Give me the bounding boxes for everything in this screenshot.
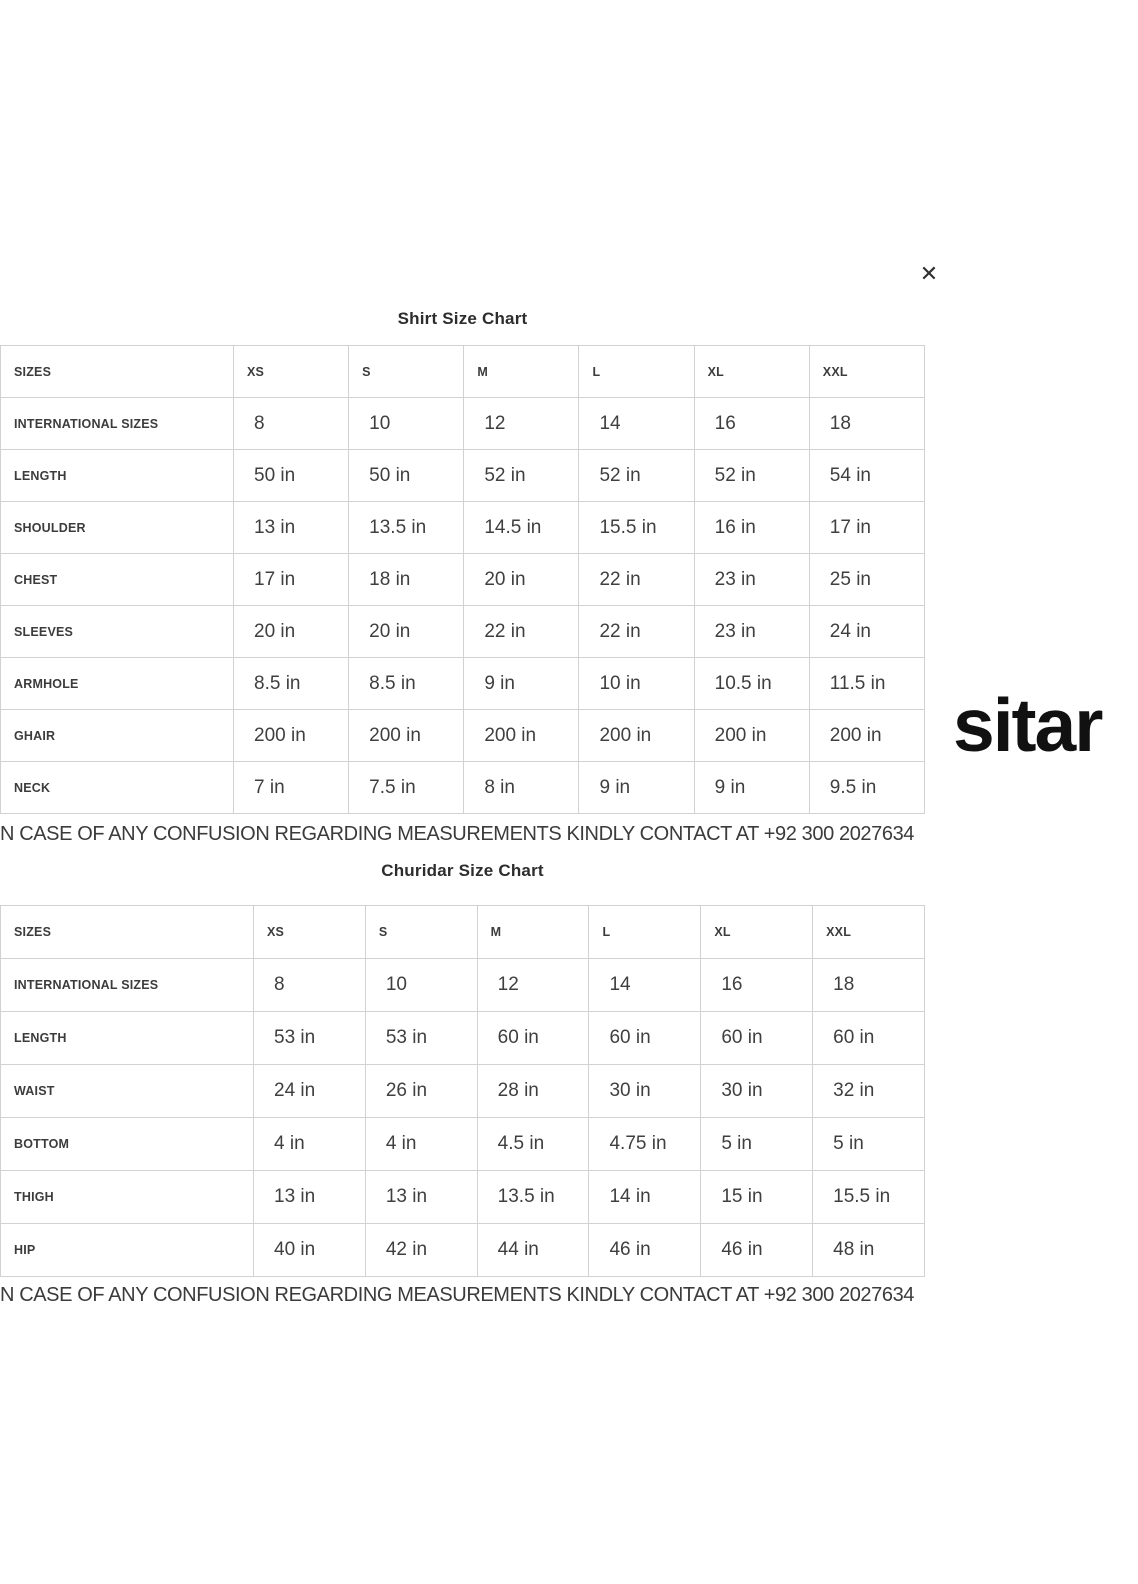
measurement-cell: 17 in: [809, 502, 924, 554]
measurement-row: [1, 398, 925, 450]
measurement-cell: 46 in: [701, 1224, 813, 1277]
measurement-cell: 16: [701, 959, 813, 1012]
measurement-cell: 48 in: [813, 1224, 925, 1277]
measurement-cell: 16 in: [694, 502, 809, 554]
measurement-row: [1, 502, 925, 554]
size-header-cell: XS: [234, 346, 349, 398]
measurement-cell: 22 in: [579, 606, 694, 658]
churidar-size-chart-section: [0, 860, 925, 1307]
measurement-cell: 200 in: [349, 710, 464, 762]
shirt-size-chart-section: [0, 308, 925, 846]
row-label: WAIST: [1, 1065, 254, 1118]
measurement-cell: 60 in: [701, 1012, 813, 1065]
measurement-row: [1, 554, 925, 606]
measurement-cell: 12: [477, 959, 589, 1012]
measurement-cell: 8 in: [464, 762, 579, 814]
row-label: INTERNATIONAL SIZES: [1, 398, 234, 450]
measurement-cell: 10: [349, 398, 464, 450]
row-label: ARMHOLE: [1, 658, 234, 710]
measurement-cell: 200 in: [464, 710, 579, 762]
measurement-cell: 50 in: [349, 450, 464, 502]
row-label: CHEST: [1, 554, 234, 606]
measurement-cell: 4.75 in: [589, 1118, 701, 1171]
measurement-cell: 14: [589, 959, 701, 1012]
measurement-cell: 9 in: [579, 762, 694, 814]
measurement-cell: 24 in: [254, 1065, 366, 1118]
row-label: NECK: [1, 762, 234, 814]
measurement-cell: 9.5 in: [809, 762, 924, 814]
churidar-size-table: [0, 905, 925, 1277]
size-header-cell: S: [365, 906, 477, 959]
row-label: INTERNATIONAL SIZES: [1, 959, 254, 1012]
measurement-cell: 13 in: [254, 1171, 366, 1224]
measurement-cell: 11.5 in: [809, 658, 924, 710]
measurement-cell: 52 in: [464, 450, 579, 502]
measurement-cell: 200 in: [694, 710, 809, 762]
measurement-cell: 60 in: [477, 1012, 589, 1065]
size-header-cell: M: [477, 906, 589, 959]
row-label: BOTTOM: [1, 1118, 254, 1171]
row-label: SIZES: [1, 346, 234, 398]
shirt-size-table: [0, 345, 925, 814]
shirt-chart-title: Shirt Size Chart: [397, 309, 528, 328]
measurement-cell: 13 in: [234, 502, 349, 554]
shirt-contact-note: N CASE OF ANY CONFUSION REGARDING MEASUREMENTS KINDLY CONTACT AT +92 300 2027634: [0, 823, 915, 845]
close-icon[interactable]: ✕: [916, 262, 942, 288]
measurement-row: [1, 606, 925, 658]
measurement-cell: 8.5 in: [234, 658, 349, 710]
measurement-cell: 13 in: [365, 1171, 477, 1224]
measurement-cell: 10 in: [579, 658, 694, 710]
measurement-cell: 14: [579, 398, 694, 450]
row-label: LENGTH: [1, 450, 234, 502]
measurement-cell: 60 in: [813, 1012, 925, 1065]
row-label: SIZES: [1, 906, 254, 959]
measurement-cell: 53 in: [365, 1012, 477, 1065]
measurement-cell: 60 in: [589, 1012, 701, 1065]
measurement-cell: 4 in: [254, 1118, 366, 1171]
measurement-cell: 20 in: [464, 554, 579, 606]
row-label: SLEEVES: [1, 606, 234, 658]
row-label: THIGH: [1, 1171, 254, 1224]
measurement-cell: 16: [694, 398, 809, 450]
measurement-cell: 14 in: [589, 1171, 701, 1224]
size-header-cell: XXL: [813, 906, 925, 959]
brand-logo-sitar: sitar: [953, 683, 1102, 767]
measurement-cell: 23 in: [694, 554, 809, 606]
measurement-cell: 52 in: [694, 450, 809, 502]
size-header-row: [1, 906, 925, 959]
measurement-cell: 32 in: [813, 1065, 925, 1118]
measurement-row: [1, 1012, 925, 1065]
measurement-cell: 20 in: [234, 606, 349, 658]
churidar-contact-note: N CASE OF ANY CONFUSION REGARDING MEASUREMENTS KINDLY CONTACT AT +92 300 2027634: [0, 1284, 915, 1306]
measurement-cell: 9 in: [464, 658, 579, 710]
measurement-cell: 30 in: [701, 1065, 813, 1118]
measurement-cell: 15.5 in: [813, 1171, 925, 1224]
measurement-cell: 200 in: [234, 710, 349, 762]
measurement-row: [1, 762, 925, 814]
measurement-cell: 18 in: [349, 554, 464, 606]
measurement-cell: 24 in: [809, 606, 924, 658]
size-header-cell: L: [579, 346, 694, 398]
measurement-cell: 4.5 in: [477, 1118, 589, 1171]
measurement-cell: 15 in: [701, 1171, 813, 1224]
measurement-row: [1, 1224, 925, 1277]
measurement-cell: 14.5 in: [464, 502, 579, 554]
measurement-cell: 26 in: [365, 1065, 477, 1118]
measurement-cell: 9 in: [694, 762, 809, 814]
measurement-cell: 4 in: [365, 1118, 477, 1171]
measurement-row: [1, 658, 925, 710]
size-header-cell: S: [349, 346, 464, 398]
measurement-cell: 18: [813, 959, 925, 1012]
measurement-row: [1, 959, 925, 1012]
measurement-cell: 7 in: [234, 762, 349, 814]
measurement-row: [1, 710, 925, 762]
size-header-cell: XL: [694, 346, 809, 398]
measurement-row: [1, 1118, 925, 1171]
row-label: SHOULDER: [1, 502, 234, 554]
measurement-cell: 52 in: [579, 450, 694, 502]
measurement-cell: 54 in: [809, 450, 924, 502]
measurement-row: [1, 450, 925, 502]
measurement-cell: 46 in: [589, 1224, 701, 1277]
measurement-cell: 8.5 in: [349, 658, 464, 710]
measurement-cell: 18: [809, 398, 924, 450]
measurement-cell: 28 in: [477, 1065, 589, 1118]
measurement-cell: 10.5 in: [694, 658, 809, 710]
measurement-cell: 44 in: [477, 1224, 589, 1277]
size-header-cell: XL: [701, 906, 813, 959]
measurement-cell: 53 in: [254, 1012, 366, 1065]
measurement-cell: 8: [254, 959, 366, 1012]
size-header-cell: XS: [254, 906, 366, 959]
measurement-cell: 200 in: [579, 710, 694, 762]
size-header-row: [1, 346, 925, 398]
row-label: LENGTH: [1, 1012, 254, 1065]
measurement-cell: 200 in: [809, 710, 924, 762]
measurement-cell: 17 in: [234, 554, 349, 606]
measurement-cell: 30 in: [589, 1065, 701, 1118]
measurement-cell: 23 in: [694, 606, 809, 658]
measurement-row: [1, 1171, 925, 1224]
measurement-cell: 22 in: [464, 606, 579, 658]
measurement-cell: 10: [365, 959, 477, 1012]
measurement-cell: 13.5 in: [477, 1171, 589, 1224]
size-header-cell: L: [589, 906, 701, 959]
measurement-cell: 40 in: [254, 1224, 366, 1277]
size-header-cell: XXL: [809, 346, 924, 398]
measurement-cell: 12: [464, 398, 579, 450]
measurement-cell: 15.5 in: [579, 502, 694, 554]
measurement-cell: 5 in: [701, 1118, 813, 1171]
measurement-row: [1, 1065, 925, 1118]
measurement-cell: 13.5 in: [349, 502, 464, 554]
measurement-cell: 42 in: [365, 1224, 477, 1277]
measurement-cell: 25 in: [809, 554, 924, 606]
size-header-cell: M: [464, 346, 579, 398]
row-label: GHAIR: [1, 710, 234, 762]
churidar-chart-title: Churidar Size Chart: [381, 861, 544, 880]
row-label: HIP: [1, 1224, 254, 1277]
measurement-cell: 7.5 in: [349, 762, 464, 814]
measurement-cell: 50 in: [234, 450, 349, 502]
measurement-cell: 8: [234, 398, 349, 450]
measurement-cell: 20 in: [349, 606, 464, 658]
measurement-cell: 22 in: [579, 554, 694, 606]
measurement-cell: 5 in: [813, 1118, 925, 1171]
